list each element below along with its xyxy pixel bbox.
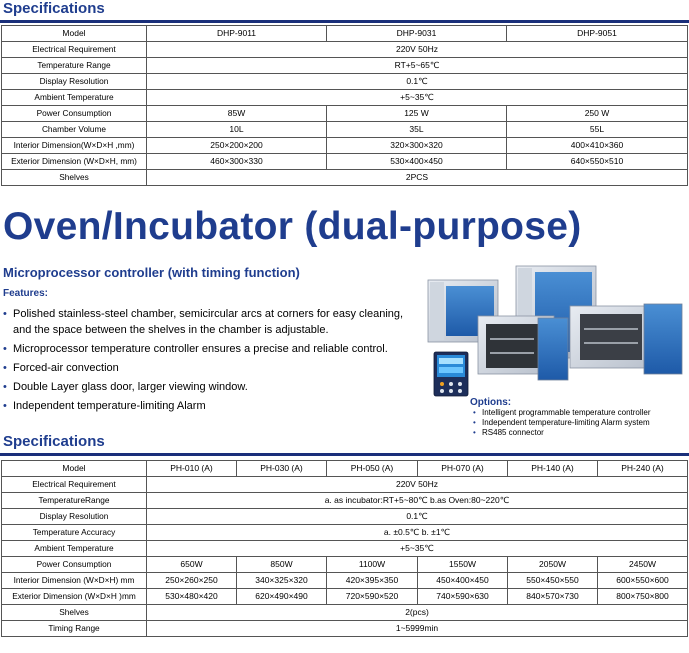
table-cell: 250×260×250 bbox=[147, 573, 237, 589]
spec1-title: Specifications bbox=[3, 0, 105, 17]
table-header-cell: PH-140 (A) bbox=[508, 461, 598, 477]
list-item: • Forced-air convection bbox=[3, 360, 413, 376]
row-label: Timing Range bbox=[2, 621, 147, 637]
table-row bbox=[2, 509, 688, 525]
table-cell: 400×410×360 bbox=[507, 138, 688, 154]
table-cell: 0.1℃ bbox=[147, 509, 688, 525]
row-label: Display Resolution bbox=[2, 74, 147, 90]
table-cell: 800×750×800 bbox=[598, 589, 688, 605]
table-cell: 250×200×200 bbox=[147, 138, 327, 154]
spec2-table bbox=[1, 460, 688, 637]
table-cell: a. as incubator:RT+5~80℃ b.as Oven:80~220℃ bbox=[147, 493, 688, 509]
table-row bbox=[2, 42, 688, 58]
table-cell: 740×590×630 bbox=[418, 589, 508, 605]
table-cell: 530×400×450 bbox=[327, 154, 507, 170]
product-title: Oven/Incubator (dual-purpose) bbox=[3, 205, 582, 248]
table-row bbox=[2, 589, 688, 605]
row-label: Exterior Dimension (W×D×H, mm) bbox=[2, 154, 147, 170]
table-cell: 640×550×510 bbox=[507, 154, 688, 170]
table-cell: 460×300×330 bbox=[147, 154, 327, 170]
table-cell: +5~35℃ bbox=[147, 541, 688, 557]
table-cell: 2PCS bbox=[147, 170, 688, 186]
table-cell: RT+5~65℃ bbox=[147, 58, 688, 74]
table-header-cell: PH-010 (A) bbox=[147, 461, 237, 477]
table-row bbox=[2, 106, 688, 122]
list-item: • Intelligent programmable temperature controller bbox=[468, 408, 688, 418]
row-label: Ambient Temperature bbox=[2, 90, 147, 106]
table-row bbox=[2, 154, 688, 170]
table-header-row bbox=[2, 461, 688, 477]
table-cell: 320×300×320 bbox=[327, 138, 507, 154]
table-header-cell: PH-030 (A) bbox=[237, 461, 327, 477]
table-row bbox=[2, 621, 688, 637]
table-cell: 2050W bbox=[508, 557, 598, 573]
table-cell: 420×395×350 bbox=[327, 573, 418, 589]
table-header-row bbox=[2, 26, 688, 42]
product-photo bbox=[420, 262, 688, 400]
row-label: TemperatureRange bbox=[2, 493, 147, 509]
list-item: • Polished stainless-steel chamber, semicircular arcs at corners for easy cleaning, and the space between the shelves in the chamber is adjustable. bbox=[3, 306, 413, 338]
table-row bbox=[2, 525, 688, 541]
table-header-cell: PH-070 (A) bbox=[418, 461, 508, 477]
table-row bbox=[2, 573, 688, 589]
table-cell: 600×550×600 bbox=[598, 573, 688, 589]
table-cell: 340×325×320 bbox=[237, 573, 327, 589]
table-header-cell: DHP-9031 bbox=[327, 26, 507, 42]
table-header-cell: Model bbox=[2, 461, 147, 477]
table-cell: 55L bbox=[507, 122, 688, 138]
features-heading: Features: bbox=[3, 288, 49, 299]
table-cell: +5~35℃ bbox=[147, 90, 688, 106]
table-row bbox=[2, 557, 688, 573]
table-cell: 840×570×730 bbox=[508, 589, 598, 605]
features-list bbox=[3, 306, 413, 417]
table-row bbox=[2, 541, 688, 557]
table-cell: 35L bbox=[327, 122, 507, 138]
table-cell: 2450W bbox=[598, 557, 688, 573]
spec2-title: Specifications bbox=[3, 433, 105, 450]
row-label: Electrical Requirement bbox=[2, 42, 147, 58]
list-item: • Independent temperature-limiting Alarm bbox=[3, 398, 413, 414]
table-cell: 530×480×420 bbox=[147, 589, 237, 605]
row-label: Temperature Range bbox=[2, 58, 147, 74]
table-cell: 250 W bbox=[507, 106, 688, 122]
table-cell: 220V 50Hz bbox=[147, 42, 688, 58]
product-subtitle: Microprocessor controller (with timing function) bbox=[3, 265, 300, 280]
table-header-cell: DHP-9051 bbox=[507, 26, 688, 42]
row-label: Electrical Requirement bbox=[2, 477, 147, 493]
table-header-cell: Model bbox=[2, 26, 147, 42]
table-cell: 1550W bbox=[418, 557, 508, 573]
table-row bbox=[2, 74, 688, 90]
table-row bbox=[2, 170, 688, 186]
row-label: Display Resolution bbox=[2, 509, 147, 525]
spec2-rule bbox=[0, 453, 689, 456]
table-header-cell: PH-050 (A) bbox=[327, 461, 418, 477]
table-row bbox=[2, 493, 688, 509]
row-label: Shelves bbox=[2, 170, 147, 186]
table-row bbox=[2, 138, 688, 154]
spec1-table bbox=[1, 25, 688, 186]
spec1-rule bbox=[0, 20, 689, 23]
list-item: • Microprocessor temperature controller ensures a precise and reliable control. bbox=[3, 341, 413, 357]
options-heading: Options: bbox=[470, 397, 512, 408]
table-cell: 2(pcs) bbox=[147, 605, 688, 621]
table-cell: 1~5999min bbox=[147, 621, 688, 637]
table-row bbox=[2, 58, 688, 74]
row-label: Interior Dimension(W×D×H ,mm) bbox=[2, 138, 147, 154]
table-cell: 550×450×550 bbox=[508, 573, 598, 589]
table-cell: 1100W bbox=[327, 557, 418, 573]
table-cell: 125 W bbox=[327, 106, 507, 122]
table-cell: 720×590×520 bbox=[327, 589, 418, 605]
table-row bbox=[2, 122, 688, 138]
table-header-cell: DHP-9011 bbox=[147, 26, 327, 42]
table-cell: 620×490×490 bbox=[237, 589, 327, 605]
row-label: Exterior Dimension (W×D×H )mm bbox=[2, 589, 147, 605]
table-cell: 0.1℃ bbox=[147, 74, 688, 90]
row-label: Power Consumption bbox=[2, 106, 147, 122]
list-item: • RS485 connector bbox=[468, 428, 688, 438]
row-label: Chamber Volume bbox=[2, 122, 147, 138]
row-label: Interior Dimension (W×D×H) mm bbox=[2, 573, 147, 589]
table-cell: a. ±0.5℃ b. ±1℃ bbox=[147, 525, 688, 541]
list-item: • Independent temperature-limiting Alarm system bbox=[468, 418, 688, 428]
table-row bbox=[2, 477, 688, 493]
options-list bbox=[468, 408, 688, 438]
options-box bbox=[468, 397, 688, 443]
table-cell: 85W bbox=[147, 106, 327, 122]
table-header-cell: PH-240 (A) bbox=[598, 461, 688, 477]
row-label: Shelves bbox=[2, 605, 147, 621]
table-cell: 220V 50Hz bbox=[147, 477, 688, 493]
list-item: • Double Layer glass door, larger viewing window. bbox=[3, 379, 413, 395]
table-cell: 850W bbox=[237, 557, 327, 573]
row-label: Power Consumption bbox=[2, 557, 147, 573]
row-label: Ambient Temperature bbox=[2, 541, 147, 557]
row-label: Temperature Accuracy bbox=[2, 525, 147, 541]
table-row bbox=[2, 605, 688, 621]
table-cell: 10L bbox=[147, 122, 327, 138]
table-cell: 450×400×450 bbox=[418, 573, 508, 589]
table-cell: 650W bbox=[147, 557, 237, 573]
table-row bbox=[2, 90, 688, 106]
